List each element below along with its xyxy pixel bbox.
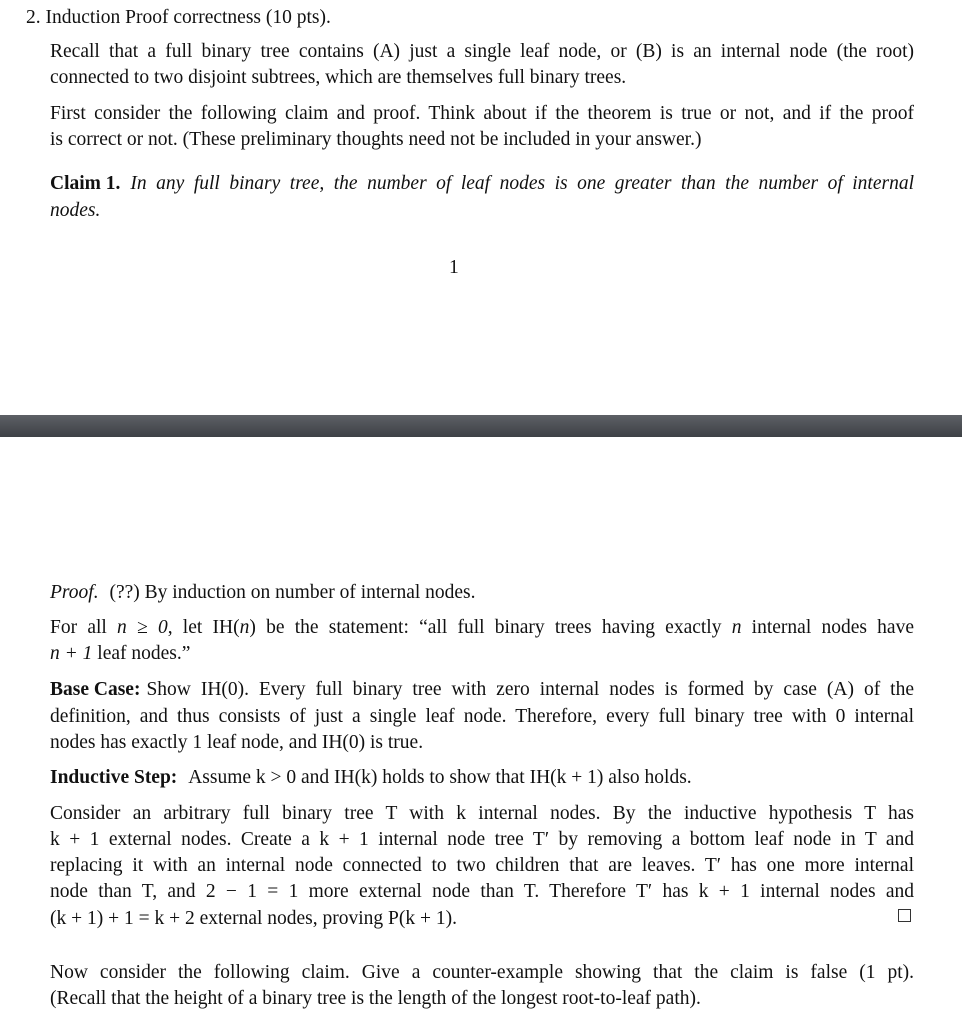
consider-proof-line-5: (k + 1) + 1 = k + 2 external nodes, proving P(k + 1). (50, 908, 458, 929)
claim-text-line-2: nodes. (50, 200, 101, 221)
inductive-step-line (50, 765, 692, 791)
base-case-label: Base Case: (50, 679, 141, 700)
problem-heading: 2. Induction Proof correctness (10 pts). (26, 7, 331, 28)
inductive-step-text: Assume k > 0 and IH(k) holds to show that IH(k + 1) also holds. (188, 767, 692, 788)
consider-proof-line-3: replacing it with an internal node connected to two children that are leaves. T′ has one more internal (50, 855, 914, 876)
ih-text-c: ) be the statement: “all full binary trees having exactly (249, 617, 732, 638)
ih-math-n-plus-1: n + 1 (50, 643, 93, 664)
ih-math-n: n (239, 617, 250, 638)
now-consider-line-1: Now consider the following claim. Give a counter-example showing that the claim is false (1 pt). (50, 962, 914, 983)
ih-text-rest: leaf nodes.” (92, 643, 191, 664)
page-gap (0, 415, 962, 437)
definition-line-1: Recall that a full binary tree contains (A) just a single leaf node, or (B) is an internal node (the root) (50, 41, 914, 62)
claim-label: Claim 1. (50, 173, 121, 194)
claim-text-line-1: In any full binary tree, the number of leaf nodes is one greater than the number of internal (130, 173, 914, 194)
ih-line-1 (50, 615, 914, 641)
ih-text-d: internal nodes have (741, 617, 914, 638)
base-case-line-1 (50, 677, 914, 703)
consider-line-2: is correct or not. (These preliminary thoughts need not be included in your answer.) (50, 129, 702, 150)
base-case-text-1: Show IH(0). Every full binary tree with zero internal nodes is formed by case (A) of the (146, 679, 914, 700)
base-case-text-2: definition, and thus consists of just a single leaf node. Therefore, every full binary tree with 0 internal (50, 706, 914, 727)
consider-proof-line-2: k + 1 external nodes. Create a k + 1 internal node tree T′ by removing a bottom leaf node in T and (50, 829, 914, 850)
consider-line-1: First consider the following claim and proof. Think about if the theorem is true or not, and if the proof (50, 103, 914, 124)
qed-square-icon (898, 909, 911, 922)
page-number: 1 (449, 257, 459, 278)
ih-text-b: , let IH( (167, 617, 240, 638)
definition-line-2: connected to two disjoint subtrees, which are themselves full binary trees. (50, 67, 627, 88)
proof-intro-line (50, 580, 476, 606)
ih-math-n-ge-0: n ≥ 0 (117, 617, 168, 638)
proof-label: Proof. (50, 582, 99, 603)
proof-intro: (??) By induction on number of internal nodes. (109, 582, 476, 603)
consider-proof-line-1: Consider an arbitrary full binary tree T with k internal nodes. By the inductive hypothesis T has (50, 803, 914, 824)
now-consider-line-2: (Recall that the height of a binary tree is the length of the longest root-to-leaf path). (50, 988, 701, 1009)
ih-math-n2: n (731, 617, 742, 638)
ih-line-2 (50, 641, 190, 667)
ih-text-a: For all (50, 617, 118, 638)
inductive-step-label: Inductive Step: (50, 767, 178, 788)
base-case-text-3: nodes has exactly 1 leaf node, and IH(0) is true. (50, 732, 424, 753)
claim-line-1-container (50, 171, 914, 197)
consider-proof-line-4: node than T, and 2 − 1 = 1 more external node than T. Therefore T′ has k + 1 internal nodes and (50, 881, 914, 902)
